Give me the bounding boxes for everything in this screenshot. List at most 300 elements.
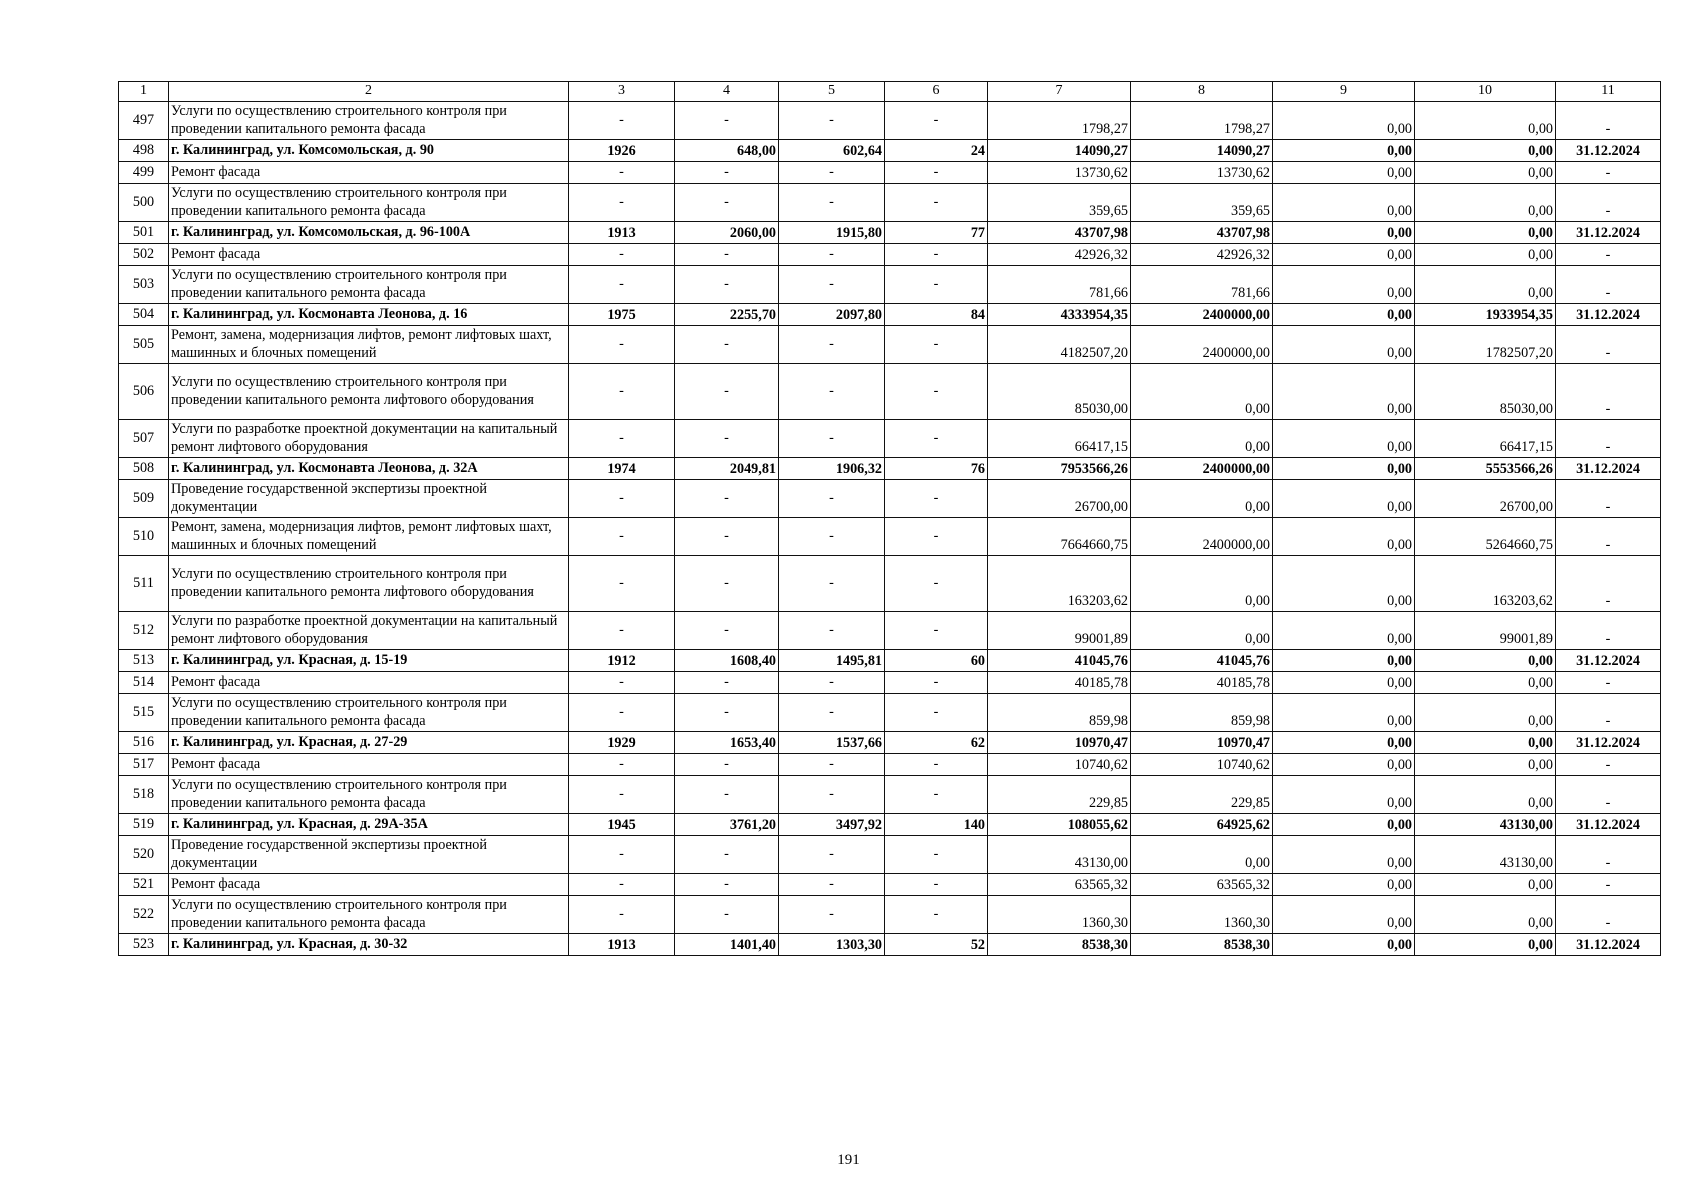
work-item-row — [119, 896, 1661, 934]
fund-cost-cell: 41045,76 — [1131, 650, 1273, 672]
living-area-cell: 1495,81 — [779, 650, 885, 672]
other-cost-cell: 0,00 — [1273, 650, 1415, 672]
column-header-7: 7 — [988, 82, 1131, 102]
column-header-1: 1 — [119, 82, 169, 102]
row-number-cell: 506 — [119, 364, 169, 420]
work-item-row — [119, 364, 1661, 420]
fund-cost-cell: 42926,32 — [1131, 244, 1273, 266]
living-area-cell: - — [779, 612, 885, 650]
fund-cost-cell: 10740,62 — [1131, 754, 1273, 776]
work-item-row — [119, 184, 1661, 222]
fund-cost-cell: 1360,30 — [1131, 896, 1273, 934]
deadline-cell: - — [1556, 162, 1661, 184]
total-cost-cell: 7953566,26 — [988, 458, 1131, 480]
year-cell: - — [569, 184, 675, 222]
living-area-cell: 1915,80 — [779, 222, 885, 244]
residents-cell: 84 — [885, 304, 988, 326]
year-cell: 1913 — [569, 934, 675, 956]
fund-cost-cell: 0,00 — [1131, 612, 1273, 650]
year-cell: - — [569, 162, 675, 184]
deadline-cell: - — [1556, 836, 1661, 874]
total-area-cell: 648,00 — [675, 140, 779, 162]
owner-cost-cell: 0,00 — [1415, 874, 1556, 896]
row-number-cell: 501 — [119, 222, 169, 244]
total-cost-cell: 66417,15 — [988, 420, 1131, 458]
column-header-8: 8 — [1131, 82, 1273, 102]
living-area-cell: - — [779, 364, 885, 420]
total-cost-cell: 85030,00 — [988, 364, 1131, 420]
work-item-row — [119, 266, 1661, 304]
living-area-cell: 1537,66 — [779, 732, 885, 754]
total-cost-cell: 63565,32 — [988, 874, 1131, 896]
total-cost-cell: 41045,76 — [988, 650, 1131, 672]
total-cost-cell: 229,85 — [988, 776, 1131, 814]
total-cost-cell: 26700,00 — [988, 480, 1131, 518]
owner-cost-cell: 0,00 — [1415, 184, 1556, 222]
deadline-cell: 31.12.2024 — [1556, 650, 1661, 672]
total-area-cell: 1608,40 — [675, 650, 779, 672]
deadline-cell: - — [1556, 184, 1661, 222]
residents-cell: - — [885, 184, 988, 222]
description-cell: Ремонт фасада — [169, 162, 569, 184]
other-cost-cell: 0,00 — [1273, 612, 1415, 650]
other-cost-cell: 0,00 — [1273, 222, 1415, 244]
total-area-cell: - — [675, 244, 779, 266]
residents-cell: - — [885, 672, 988, 694]
deadline-cell: 31.12.2024 — [1556, 814, 1661, 836]
description-cell: Услуги по осуществлению строительного контроля при проведении капитального ремонта фасада — [169, 776, 569, 814]
deadline-cell: - — [1556, 754, 1661, 776]
residents-cell: 140 — [885, 814, 988, 836]
year-cell: 1975 — [569, 304, 675, 326]
row-number-cell: 512 — [119, 612, 169, 650]
total-area-cell: 2049,81 — [675, 458, 779, 480]
other-cost-cell: 0,00 — [1273, 140, 1415, 162]
owner-cost-cell: 99001,89 — [1415, 612, 1556, 650]
work-item-row — [119, 162, 1661, 184]
page-number: 191 — [837, 1152, 860, 1168]
owner-cost-cell: 43130,00 — [1415, 814, 1556, 836]
living-area-cell: - — [779, 244, 885, 266]
fund-cost-cell: 0,00 — [1131, 480, 1273, 518]
owner-cost-cell: 0,00 — [1415, 244, 1556, 266]
row-number-cell: 500 — [119, 184, 169, 222]
row-number-cell: 519 — [119, 814, 169, 836]
owner-cost-cell: 1782507,20 — [1415, 326, 1556, 364]
description-cell: Услуги по разработке проектной документации на капитальный ремонт лифтового оборудования — [169, 612, 569, 650]
living-area-cell: 3497,92 — [779, 814, 885, 836]
description-cell: г. Калининград, ул. Красная, д. 15-19 — [169, 650, 569, 672]
row-number-cell: 513 — [119, 650, 169, 672]
total-cost-cell: 10970,47 — [988, 732, 1131, 754]
other-cost-cell: 0,00 — [1273, 102, 1415, 140]
total-area-cell: - — [675, 896, 779, 934]
other-cost-cell: 0,00 — [1273, 364, 1415, 420]
total-area-cell: 2255,70 — [675, 304, 779, 326]
row-number-cell: 521 — [119, 874, 169, 896]
owner-cost-cell: 0,00 — [1415, 266, 1556, 304]
total-area-cell: - — [675, 326, 779, 364]
address-row — [119, 304, 1661, 326]
total-cost-cell: 43130,00 — [988, 836, 1131, 874]
total-cost-cell: 163203,62 — [988, 556, 1131, 612]
living-area-cell: - — [779, 162, 885, 184]
total-area-cell: - — [675, 836, 779, 874]
work-item-row — [119, 518, 1661, 556]
owner-cost-cell: 0,00 — [1415, 754, 1556, 776]
total-cost-cell: 1798,27 — [988, 102, 1131, 140]
other-cost-cell: 0,00 — [1273, 874, 1415, 896]
deadline-cell: - — [1556, 518, 1661, 556]
column-header-10: 10 — [1415, 82, 1556, 102]
deadline-cell: - — [1556, 480, 1661, 518]
residents-cell: - — [885, 896, 988, 934]
residents-cell: - — [885, 694, 988, 732]
total-area-cell: - — [675, 480, 779, 518]
living-area-cell: 1303,30 — [779, 934, 885, 956]
work-item-row — [119, 420, 1661, 458]
residents-cell: 24 — [885, 140, 988, 162]
total-cost-cell: 359,65 — [988, 184, 1131, 222]
year-cell: - — [569, 556, 675, 612]
owner-cost-cell: 0,00 — [1415, 650, 1556, 672]
fund-cost-cell: 1798,27 — [1131, 102, 1273, 140]
living-area-cell: - — [779, 326, 885, 364]
living-area-cell: 602,64 — [779, 140, 885, 162]
residents-cell: - — [885, 102, 988, 140]
address-row — [119, 732, 1661, 754]
total-area-cell: 1653,40 — [675, 732, 779, 754]
year-cell: - — [569, 754, 675, 776]
fund-cost-cell: 43707,98 — [1131, 222, 1273, 244]
owner-cost-cell: 0,00 — [1415, 896, 1556, 934]
fund-cost-cell: 229,85 — [1131, 776, 1273, 814]
row-number-cell: 508 — [119, 458, 169, 480]
fund-cost-cell: 2400000,00 — [1131, 326, 1273, 364]
owner-cost-cell: 0,00 — [1415, 694, 1556, 732]
address-row — [119, 222, 1661, 244]
year-cell: - — [569, 102, 675, 140]
fund-cost-cell: 13730,62 — [1131, 162, 1273, 184]
row-number-cell: 505 — [119, 326, 169, 364]
total-cost-cell: 40185,78 — [988, 672, 1131, 694]
owner-cost-cell: 0,00 — [1415, 102, 1556, 140]
column-header-5: 5 — [779, 82, 885, 102]
table-body — [119, 102, 1661, 956]
owner-cost-cell: 0,00 — [1415, 776, 1556, 814]
deadline-cell: 31.12.2024 — [1556, 140, 1661, 162]
other-cost-cell: 0,00 — [1273, 732, 1415, 754]
row-number-cell: 516 — [119, 732, 169, 754]
living-area-cell: - — [779, 896, 885, 934]
row-number-cell: 502 — [119, 244, 169, 266]
other-cost-cell: 0,00 — [1273, 420, 1415, 458]
year-cell: - — [569, 244, 675, 266]
year-cell: - — [569, 776, 675, 814]
year-cell: - — [569, 672, 675, 694]
row-number-cell: 503 — [119, 266, 169, 304]
deadline-cell: 31.12.2024 — [1556, 222, 1661, 244]
row-number-cell: 518 — [119, 776, 169, 814]
description-cell: Услуги по осуществлению строительного контроля при проведении капитального ремонта фасада — [169, 896, 569, 934]
row-number-cell: 523 — [119, 934, 169, 956]
work-item-row — [119, 480, 1661, 518]
description-cell: Услуги по осуществлению строительного контроля при проведении капитального ремонта фасада — [169, 184, 569, 222]
residents-cell: 52 — [885, 934, 988, 956]
residents-cell: - — [885, 326, 988, 364]
year-cell: - — [569, 518, 675, 556]
owner-cost-cell: 0,00 — [1415, 732, 1556, 754]
fund-cost-cell: 781,66 — [1131, 266, 1273, 304]
owner-cost-cell: 0,00 — [1415, 672, 1556, 694]
other-cost-cell: 0,00 — [1273, 672, 1415, 694]
deadline-cell: - — [1556, 694, 1661, 732]
row-number-cell: 499 — [119, 162, 169, 184]
description-cell: г. Калининград, ул. Космонавта Леонова, д. 16 — [169, 304, 569, 326]
description-cell: Ремонт фасада — [169, 754, 569, 776]
address-row — [119, 934, 1661, 956]
other-cost-cell: 0,00 — [1273, 896, 1415, 934]
deadline-cell: 31.12.2024 — [1556, 458, 1661, 480]
deadline-cell: - — [1556, 420, 1661, 458]
description-cell: г. Калининград, ул. Комсомольская, д. 96-100А — [169, 222, 569, 244]
total-area-cell: - — [675, 102, 779, 140]
total-area-cell: - — [675, 266, 779, 304]
total-area-cell: - — [675, 612, 779, 650]
total-cost-cell: 108055,62 — [988, 814, 1131, 836]
row-number-cell: 515 — [119, 694, 169, 732]
total-area-cell: - — [675, 364, 779, 420]
deadline-cell: - — [1556, 266, 1661, 304]
residents-cell: - — [885, 776, 988, 814]
year-cell: 1912 — [569, 650, 675, 672]
owner-cost-cell: 85030,00 — [1415, 364, 1556, 420]
residents-cell: - — [885, 754, 988, 776]
description-cell: г. Калининград, ул. Космонавта Леонова, д. 32А — [169, 458, 569, 480]
living-area-cell: - — [779, 518, 885, 556]
fund-cost-cell: 63565,32 — [1131, 874, 1273, 896]
residents-cell: - — [885, 244, 988, 266]
address-row — [119, 458, 1661, 480]
description-cell: Проведение государственной экспертизы проектной документации — [169, 480, 569, 518]
other-cost-cell: 0,00 — [1273, 304, 1415, 326]
year-cell: 1974 — [569, 458, 675, 480]
total-cost-cell: 7664660,75 — [988, 518, 1131, 556]
fund-cost-cell: 2400000,00 — [1131, 304, 1273, 326]
deadline-cell: - — [1556, 102, 1661, 140]
description-cell: г. Калининград, ул. Красная, д. 27-29 — [169, 732, 569, 754]
fund-cost-cell: 10970,47 — [1131, 732, 1273, 754]
work-item-row — [119, 556, 1661, 612]
description-cell: Ремонт фасада — [169, 874, 569, 896]
deadline-cell: - — [1556, 364, 1661, 420]
header-row — [119, 82, 1661, 102]
owner-cost-cell: 66417,15 — [1415, 420, 1556, 458]
description-cell: г. Калининград, ул. Комсомольская, д. 90 — [169, 140, 569, 162]
row-number-cell: 514 — [119, 672, 169, 694]
row-number-cell: 504 — [119, 304, 169, 326]
residents-cell: - — [885, 518, 988, 556]
residents-cell: - — [885, 874, 988, 896]
living-area-cell: - — [779, 184, 885, 222]
total-cost-cell: 4333954,35 — [988, 304, 1131, 326]
address-row — [119, 814, 1661, 836]
description-cell: г. Калининград, ул. Красная, д. 30-32 — [169, 934, 569, 956]
description-cell: Услуги по осуществлению строительного контроля при проведении капитального ремонта фасада — [169, 694, 569, 732]
total-area-cell: 1401,40 — [675, 934, 779, 956]
year-cell: - — [569, 326, 675, 364]
year-cell: - — [569, 896, 675, 934]
living-area-cell: 1906,32 — [779, 458, 885, 480]
fund-cost-cell: 8538,30 — [1131, 934, 1273, 956]
fund-cost-cell: 0,00 — [1131, 420, 1273, 458]
deadline-cell: - — [1556, 776, 1661, 814]
total-cost-cell: 781,66 — [988, 266, 1131, 304]
residents-cell: - — [885, 612, 988, 650]
fund-cost-cell: 2400000,00 — [1131, 518, 1273, 556]
deadline-cell: - — [1556, 326, 1661, 364]
total-area-cell: 2060,00 — [675, 222, 779, 244]
row-number-cell: 522 — [119, 896, 169, 934]
year-cell: - — [569, 480, 675, 518]
living-area-cell: - — [779, 556, 885, 612]
living-area-cell: - — [779, 102, 885, 140]
other-cost-cell: 0,00 — [1273, 754, 1415, 776]
description-cell: Ремонт, замена, модернизация лифтов, ремонт лифтовых шахт, машинных и блочных помещений — [169, 326, 569, 364]
description-cell: Услуги по осуществлению строительного контроля при проведении капитального ремонта фасада — [169, 266, 569, 304]
other-cost-cell: 0,00 — [1273, 814, 1415, 836]
year-cell: 1945 — [569, 814, 675, 836]
fund-cost-cell: 40185,78 — [1131, 672, 1273, 694]
other-cost-cell: 0,00 — [1273, 776, 1415, 814]
year-cell: - — [569, 836, 675, 874]
year-cell: 1913 — [569, 222, 675, 244]
fund-cost-cell: 0,00 — [1131, 556, 1273, 612]
description-cell: Ремонт фасада — [169, 672, 569, 694]
year-cell: - — [569, 694, 675, 732]
description-cell: Услуги по осуществлению строительного контроля при проведении капитального ремонта лифтового оборудования — [169, 556, 569, 612]
owner-cost-cell: 43130,00 — [1415, 836, 1556, 874]
owner-cost-cell: 0,00 — [1415, 222, 1556, 244]
column-header-6: 6 — [885, 82, 988, 102]
living-area-cell: - — [779, 694, 885, 732]
owner-cost-cell: 26700,00 — [1415, 480, 1556, 518]
work-item-row — [119, 326, 1661, 364]
total-area-cell: - — [675, 162, 779, 184]
residents-cell: - — [885, 480, 988, 518]
residents-cell: - — [885, 836, 988, 874]
residents-cell: - — [885, 556, 988, 612]
total-cost-cell: 4182507,20 — [988, 326, 1131, 364]
column-header-3: 3 — [569, 82, 675, 102]
work-item-row — [119, 776, 1661, 814]
total-cost-cell: 1360,30 — [988, 896, 1131, 934]
total-area-cell: - — [675, 776, 779, 814]
other-cost-cell: 0,00 — [1273, 266, 1415, 304]
other-cost-cell: 0,00 — [1273, 244, 1415, 266]
row-number-cell: 497 — [119, 102, 169, 140]
row-number-cell: 507 — [119, 420, 169, 458]
total-area-cell: - — [675, 694, 779, 732]
description-cell: Ремонт фасада — [169, 244, 569, 266]
description-cell: Ремонт, замена, модернизация лифтов, ремонт лифтовых шахт, машинных и блочных помещений — [169, 518, 569, 556]
living-area-cell: 2097,80 — [779, 304, 885, 326]
total-area-cell: 3761,20 — [675, 814, 779, 836]
column-header-4: 4 — [675, 82, 779, 102]
column-header-2: 2 — [169, 82, 569, 102]
total-cost-cell: 8538,30 — [988, 934, 1131, 956]
work-item-row — [119, 672, 1661, 694]
description-cell: Проведение государственной экспертизы проектной документации — [169, 836, 569, 874]
fund-cost-cell: 0,00 — [1131, 364, 1273, 420]
other-cost-cell: 0,00 — [1273, 556, 1415, 612]
total-area-cell: - — [675, 184, 779, 222]
owner-cost-cell: 5553566,26 — [1415, 458, 1556, 480]
total-cost-cell: 43707,98 — [988, 222, 1131, 244]
row-number-cell: 509 — [119, 480, 169, 518]
other-cost-cell: 0,00 — [1273, 162, 1415, 184]
total-area-cell: - — [675, 874, 779, 896]
work-item-row — [119, 612, 1661, 650]
year-cell: 1929 — [569, 732, 675, 754]
total-area-cell: - — [675, 754, 779, 776]
deadline-cell: - — [1556, 896, 1661, 934]
owner-cost-cell: 1933954,35 — [1415, 304, 1556, 326]
total-cost-cell: 10740,62 — [988, 754, 1131, 776]
year-cell: - — [569, 266, 675, 304]
other-cost-cell: 0,00 — [1273, 518, 1415, 556]
column-header-11: 11 — [1556, 82, 1661, 102]
fund-cost-cell: 859,98 — [1131, 694, 1273, 732]
residents-cell: - — [885, 266, 988, 304]
description-cell: Услуги по осуществлению строительного контроля при проведении капитального ремонта лифтового оборудования — [169, 364, 569, 420]
address-row — [119, 650, 1661, 672]
row-number-cell: 511 — [119, 556, 169, 612]
living-area-cell: - — [779, 754, 885, 776]
deadline-cell: - — [1556, 244, 1661, 266]
living-area-cell: - — [779, 672, 885, 694]
total-area-cell: - — [675, 518, 779, 556]
residents-cell: - — [885, 420, 988, 458]
owner-cost-cell: 5264660,75 — [1415, 518, 1556, 556]
other-cost-cell: 0,00 — [1273, 836, 1415, 874]
row-number-cell: 517 — [119, 754, 169, 776]
total-cost-cell: 13730,62 — [988, 162, 1131, 184]
year-cell: - — [569, 364, 675, 420]
work-item-row — [119, 836, 1661, 874]
work-item-row — [119, 754, 1661, 776]
total-cost-cell: 99001,89 — [988, 612, 1131, 650]
other-cost-cell: 0,00 — [1273, 184, 1415, 222]
row-number-cell: 510 — [119, 518, 169, 556]
fund-cost-cell: 0,00 — [1131, 836, 1273, 874]
deadline-cell: - — [1556, 612, 1661, 650]
owner-cost-cell: 0,00 — [1415, 162, 1556, 184]
other-cost-cell: 0,00 — [1273, 694, 1415, 732]
total-cost-cell: 14090,27 — [988, 140, 1131, 162]
deadline-cell: 31.12.2024 — [1556, 934, 1661, 956]
data-table — [118, 81, 1661, 956]
other-cost-cell: 0,00 — [1273, 934, 1415, 956]
owner-cost-cell: 0,00 — [1415, 934, 1556, 956]
deadline-cell: - — [1556, 672, 1661, 694]
other-cost-cell: 0,00 — [1273, 326, 1415, 364]
fund-cost-cell: 359,65 — [1131, 184, 1273, 222]
description-cell: Услуги по осуществлению строительного контроля при проведении капитального ремонта фасада — [169, 102, 569, 140]
row-number-cell: 520 — [119, 836, 169, 874]
fund-cost-cell: 2400000,00 — [1131, 458, 1273, 480]
total-area-cell: - — [675, 672, 779, 694]
